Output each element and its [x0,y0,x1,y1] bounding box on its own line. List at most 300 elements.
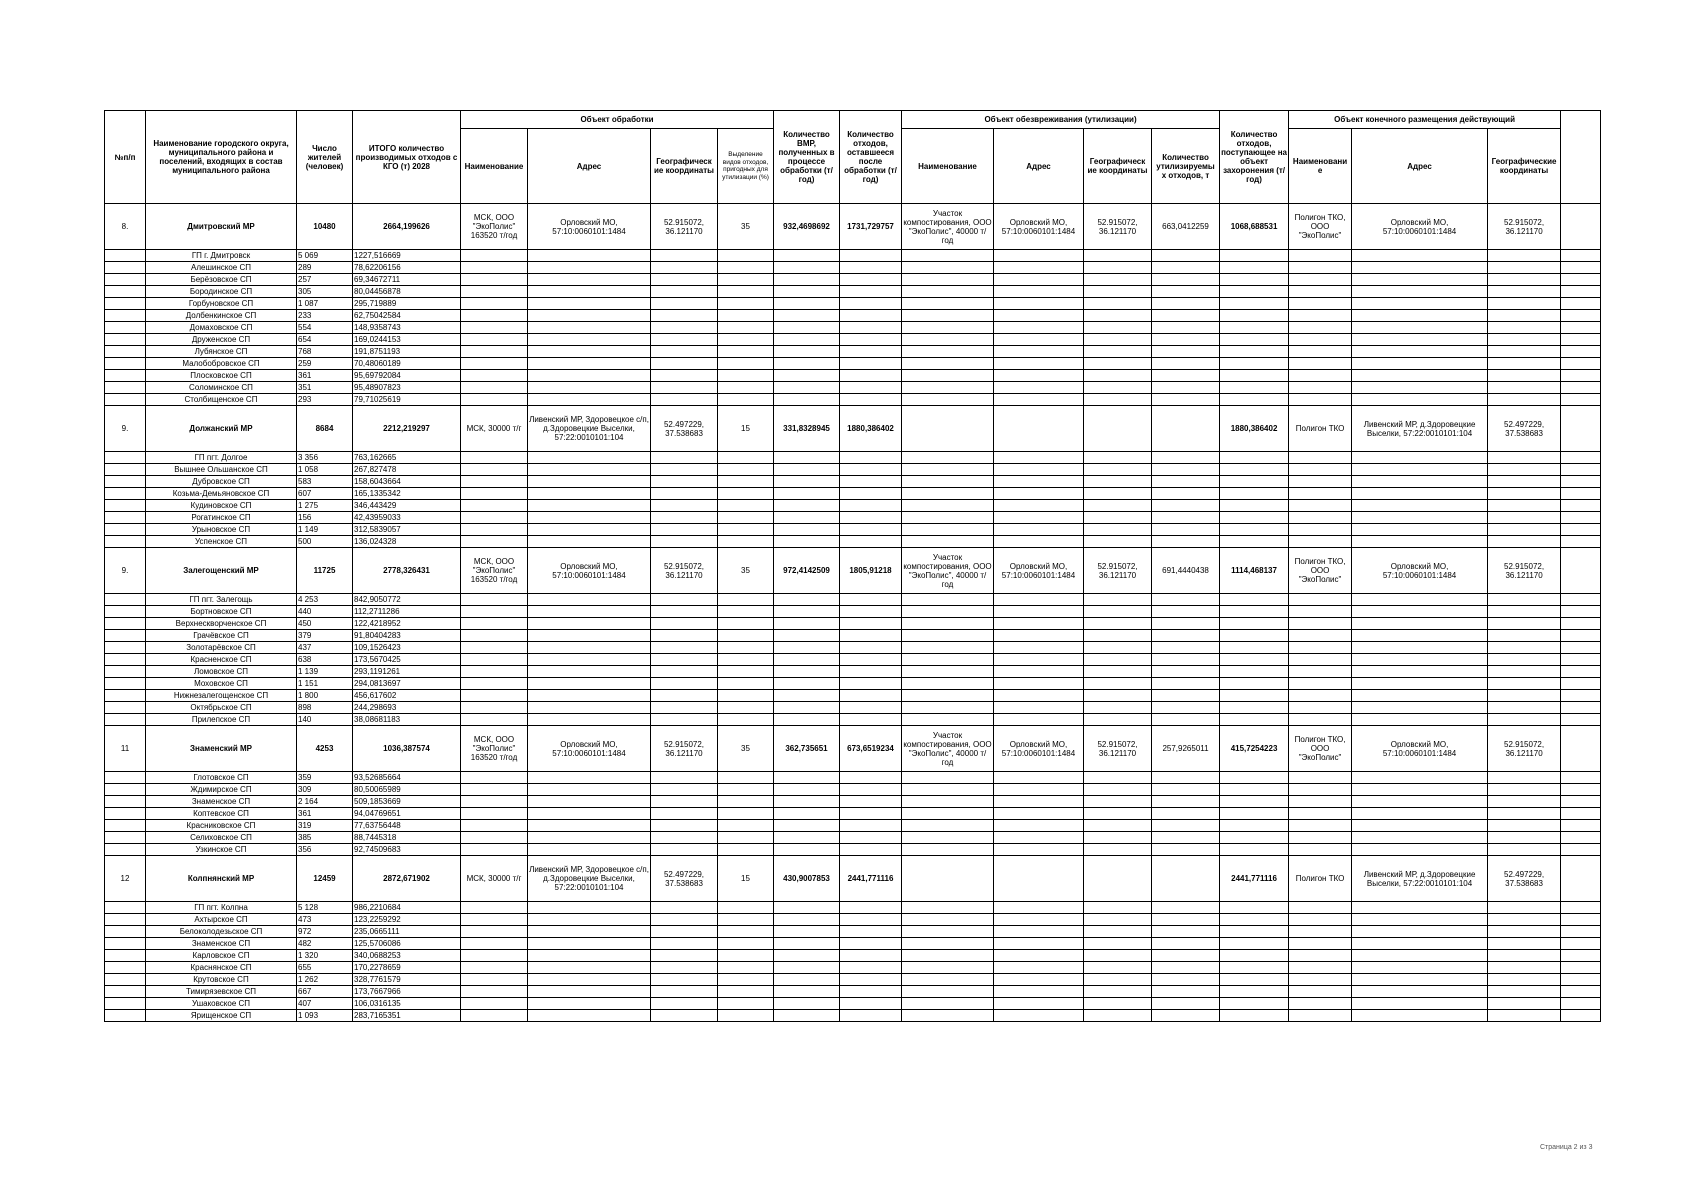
final-group-header: Объект конечного размещения действующий [1289,111,1561,129]
empty-cell [1152,464,1220,476]
district-name-cell: Знаменский МР [146,726,297,772]
col-u-qty-header: Количество утилизируемы х отходов, т [1152,129,1220,204]
district-t-name-cell: МСК, ООО "ЭкоПолис" 163520 т/год [461,726,528,772]
empty-cell [1561,820,1601,832]
empty-cell [1488,262,1561,274]
empty-cell [718,974,774,986]
empty-cell [1488,286,1561,298]
empty-cell [1084,358,1152,370]
district-f-addr-cell: Орловский МО, 57:10:0060101:1484 [1352,548,1488,594]
empty-cell [105,914,146,926]
empty-cell [105,606,146,618]
empty-cell [1220,642,1289,654]
settlement-population-cell: 293 [297,394,353,406]
settlement-population-cell: 361 [297,808,353,820]
empty-cell [1561,464,1601,476]
empty-cell [994,702,1084,714]
empty-cell [902,394,994,406]
settlement-total-cell: 169,0244153 [353,334,461,346]
empty-cell [1561,334,1601,346]
empty-cell [461,536,528,548]
col-t-addr-header: Адрес [528,129,651,204]
empty-cell [840,714,902,726]
empty-cell [718,606,774,618]
empty-cell [105,500,146,512]
empty-cell [1352,832,1488,844]
empty-cell [1220,298,1289,310]
empty-cell [774,666,840,678]
empty-cell [1352,654,1488,666]
district-total-cell: 2664,199626 [353,204,461,250]
empty-cell [1220,464,1289,476]
empty-cell [1152,902,1220,914]
col-num-header: №п/п [105,111,146,204]
empty-cell [1352,784,1488,796]
settlement-population-cell: 654 [297,334,353,346]
empty-cell [902,808,994,820]
empty-cell [105,642,146,654]
settlement-total-cell: 173,7667966 [353,986,461,998]
empty-cell [1352,382,1488,394]
empty-cell [1152,630,1220,642]
empty-cell [1352,630,1488,642]
empty-cell [461,914,528,926]
settlement-row [105,938,1601,950]
empty-cell [718,618,774,630]
empty-cell [1289,832,1352,844]
empty-cell [994,796,1084,808]
district-t-addr-cell: Орловский МО, 57:10:0060101:1484 [528,548,651,594]
empty-cell [1561,772,1601,784]
empty-cell [1289,796,1352,808]
empty-cell [528,536,651,548]
empty-cell [718,274,774,286]
settlement-population-cell: 1 800 [297,690,353,702]
empty-cell [1488,274,1561,286]
empty-cell [1488,488,1561,500]
empty-cell [774,334,840,346]
empty-cell [1289,394,1352,406]
district-row [105,726,1601,772]
empty-cell [1220,370,1289,382]
empty-cell [1084,678,1152,690]
settlement-name-cell: Столбищенское СП [146,394,297,406]
settlement-row [105,262,1601,274]
empty-cell [461,962,528,974]
empty-cell [1561,938,1601,950]
empty-cell [1488,772,1561,784]
settlement-population-cell: 1 262 [297,974,353,986]
empty-cell [774,358,840,370]
empty-cell [1289,702,1352,714]
util-group-header: Объект обезвреживания (утилизации) [902,111,1220,129]
empty-cell [651,370,718,382]
settlement-population-cell: 289 [297,262,353,274]
empty-cell [528,844,651,856]
empty-cell [902,476,994,488]
empty-cell [1289,334,1352,346]
empty-cell [774,844,840,856]
empty-cell [774,926,840,938]
empty-cell [105,902,146,914]
settlement-row [105,476,1601,488]
settlement-row [105,902,1601,914]
extra-cell [1561,204,1601,250]
settlement-name-cell: Белоколодезьское СП [146,926,297,938]
settlement-population-cell: 450 [297,618,353,630]
empty-cell [1289,678,1352,690]
empty-cell [1220,796,1289,808]
settlement-total-cell: 92,74509683 [353,844,461,856]
empty-cell [1220,262,1289,274]
empty-cell [1152,914,1220,926]
empty-cell [461,926,528,938]
empty-cell [994,298,1084,310]
empty-cell [528,488,651,500]
empty-cell [1561,452,1601,464]
empty-cell [528,796,651,808]
empty-cell [1152,654,1220,666]
empty-cell [1220,476,1289,488]
empty-cell [840,844,902,856]
empty-cell [994,476,1084,488]
empty-cell [840,796,902,808]
district-u-name-cell: Участок компостирования, ООО "ЭкоПолис", 40000 т/год [902,548,994,594]
settlement-name-cell: Тимирязевское СП [146,986,297,998]
empty-cell [902,594,994,606]
empty-cell [1488,536,1561,548]
empty-cell [1289,274,1352,286]
empty-cell [651,298,718,310]
settlement-population-cell: 361 [297,370,353,382]
empty-cell [1289,666,1352,678]
empty-cell [840,666,902,678]
settlement-population-cell: 1 087 [297,298,353,310]
district-u-name-cell: Участок компостирования, ООО "ЭкоПолис", 40000 т/год [902,726,994,772]
empty-cell [651,488,718,500]
empty-cell [1152,678,1220,690]
empty-cell [1488,902,1561,914]
settlement-name-cell: Плосковское СП [146,370,297,382]
empty-cell [651,606,718,618]
extra-cell [1561,726,1601,772]
empty-cell [774,476,840,488]
empty-cell [1352,452,1488,464]
empty-cell [1561,784,1601,796]
empty-cell [1084,690,1152,702]
empty-cell [528,310,651,322]
settlement-population-cell: 768 [297,346,353,358]
empty-cell [840,998,902,1010]
empty-cell [651,832,718,844]
empty-cell [1152,938,1220,950]
empty-cell [461,986,528,998]
empty-cell [105,512,146,524]
empty-cell [1084,666,1152,678]
empty-cell [1084,382,1152,394]
empty-cell [1084,274,1152,286]
empty-cell [1220,950,1289,962]
col-u-addr-header: Адрес [994,129,1084,204]
settlement-row [105,820,1601,832]
empty-cell [651,902,718,914]
settlement-row [105,654,1601,666]
empty-cell [1220,334,1289,346]
empty-cell [1084,654,1152,666]
empty-cell [1289,488,1352,500]
empty-cell [774,642,840,654]
empty-cell [718,630,774,642]
empty-cell [902,772,994,784]
empty-cell [1152,500,1220,512]
settlement-total-cell: 93,52685664 [353,772,461,784]
empty-cell [774,488,840,500]
empty-cell [651,974,718,986]
empty-cell [528,500,651,512]
settlement-name-cell: Красненское СП [146,654,297,666]
empty-cell [105,250,146,262]
empty-cell [902,382,994,394]
empty-cell [1289,606,1352,618]
empty-cell [718,476,774,488]
empty-cell [651,714,718,726]
empty-cell [840,808,902,820]
settlement-total-cell: 38,08681183 [353,714,461,726]
empty-cell [528,642,651,654]
empty-cell [1220,286,1289,298]
empty-cell [774,914,840,926]
empty-cell [105,382,146,394]
empty-cell [718,950,774,962]
empty-cell [1352,310,1488,322]
empty-cell [774,950,840,962]
empty-cell [1289,902,1352,914]
empty-cell [1152,382,1220,394]
empty-cell [902,536,994,548]
district-vmr-cell: 972,4142509 [774,548,840,594]
empty-cell [1488,702,1561,714]
district-f-addr-cell: Орловский МО, 57:10:0060101:1484 [1352,726,1488,772]
empty-cell [105,986,146,998]
empty-cell [1220,998,1289,1010]
empty-cell [718,820,774,832]
district-burial-cell: 415,7254223 [1220,726,1289,772]
empty-cell [1488,950,1561,962]
empty-cell [774,962,840,974]
empty-cell [774,310,840,322]
district-u-name-cell [902,406,994,452]
settlement-name-cell: Краснянское СП [146,962,297,974]
empty-cell [461,642,528,654]
empty-cell [1488,322,1561,334]
empty-cell [718,322,774,334]
district-f-name-cell: Полигон ТКО [1289,856,1352,902]
empty-cell [718,370,774,382]
empty-cell [1352,678,1488,690]
empty-cell [774,382,840,394]
settlement-row [105,926,1601,938]
settlement-row [105,772,1601,784]
settlement-population-cell: 407 [297,998,353,1010]
empty-cell [1561,262,1601,274]
empty-cell [1352,370,1488,382]
settlement-population-cell: 305 [297,286,353,298]
empty-cell [902,250,994,262]
empty-cell [105,630,146,642]
empty-cell [994,346,1084,358]
empty-cell [105,286,146,298]
empty-cell [840,606,902,618]
empty-cell [774,606,840,618]
empty-cell [774,512,840,524]
empty-cell [1289,476,1352,488]
empty-cell [1220,1010,1289,1022]
empty-cell [528,950,651,962]
empty-cell [1488,370,1561,382]
extra-cell [1561,406,1601,452]
empty-cell [902,500,994,512]
empty-cell [1488,974,1561,986]
empty-cell [1352,714,1488,726]
empty-cell [840,654,902,666]
settlement-total-cell: 158,6043664 [353,476,461,488]
district-u-addr-cell: Орловский МО, 57:10:0060101:1484 [994,204,1084,250]
empty-cell [1152,844,1220,856]
district-u-qty-cell: 691,4440438 [1152,548,1220,594]
empty-cell [651,784,718,796]
empty-cell [774,250,840,262]
settlement-population-cell: 482 [297,938,353,950]
col-f-name-header: Наименовани е [1289,129,1352,204]
empty-cell [902,298,994,310]
empty-cell [840,678,902,690]
empty-cell [1084,914,1152,926]
empty-cell [105,678,146,690]
empty-cell [1084,986,1152,998]
empty-cell [528,666,651,678]
settlement-population-cell: 5 069 [297,250,353,262]
empty-cell [994,536,1084,548]
district-u-addr-cell [994,406,1084,452]
settlement-name-cell: Глотовское СП [146,772,297,784]
empty-cell [105,950,146,962]
settlement-row [105,606,1601,618]
settlement-total-cell: 95,69792084 [353,370,461,382]
empty-cell [461,678,528,690]
empty-cell [774,394,840,406]
empty-cell [1561,606,1601,618]
empty-cell [1352,986,1488,998]
empty-cell [1488,452,1561,464]
empty-cell [1561,902,1601,914]
settlement-total-cell: 170,2278659 [353,962,461,974]
empty-cell [1352,1010,1488,1022]
empty-cell [1352,536,1488,548]
empty-cell [1488,808,1561,820]
empty-cell [461,274,528,286]
empty-cell [1561,690,1601,702]
district-f-geo-cell: 52.915072, 36.121170 [1488,726,1561,772]
empty-cell [994,950,1084,962]
empty-cell [1352,974,1488,986]
empty-cell [1152,334,1220,346]
district-num-cell: 9. [105,406,146,452]
district-population-cell: 8684 [297,406,353,452]
settlement-row [105,962,1601,974]
empty-cell [1289,1010,1352,1022]
empty-cell [1220,772,1289,784]
settlement-population-cell: 356 [297,844,353,856]
settlement-row [105,808,1601,820]
empty-cell [840,274,902,286]
empty-cell [774,690,840,702]
empty-cell [774,938,840,950]
settlement-total-cell: 235,0665111 [353,926,461,938]
empty-cell [1561,654,1601,666]
empty-cell [902,998,994,1010]
empty-cell [840,310,902,322]
settlement-row [105,832,1601,844]
settlement-row [105,796,1601,808]
empty-cell [840,452,902,464]
empty-cell [902,926,994,938]
empty-cell [718,452,774,464]
settlement-name-cell: Ахтырское СП [146,914,297,926]
empty-cell [1084,298,1152,310]
empty-cell [902,512,994,524]
empty-cell [1488,298,1561,310]
empty-cell [994,654,1084,666]
settlement-total-cell: 986,2210684 [353,902,461,914]
empty-cell [1084,346,1152,358]
empty-cell [1289,298,1352,310]
empty-cell [1152,322,1220,334]
empty-cell [718,702,774,714]
empty-cell [902,796,994,808]
empty-cell [461,452,528,464]
empty-cell [994,772,1084,784]
empty-cell [902,832,994,844]
empty-cell [461,784,528,796]
district-vmr-cell: 430,9007853 [774,856,840,902]
empty-cell [1084,488,1152,500]
empty-cell [718,500,774,512]
empty-cell [1352,820,1488,832]
empty-cell [651,322,718,334]
empty-cell [1289,784,1352,796]
empty-cell [994,998,1084,1010]
empty-cell [1152,926,1220,938]
empty-cell [105,702,146,714]
empty-cell [1220,678,1289,690]
empty-cell [1220,938,1289,950]
empty-cell [1488,986,1561,998]
empty-cell [528,926,651,938]
empty-cell [1352,926,1488,938]
empty-cell [461,1010,528,1022]
empty-cell [718,1010,774,1022]
empty-cell [461,618,528,630]
empty-cell [1488,310,1561,322]
empty-cell [718,654,774,666]
settlement-row [105,642,1601,654]
settlement-name-cell: Селиховское СП [146,832,297,844]
empty-cell [461,832,528,844]
settlement-row [105,452,1601,464]
district-u-qty-cell [1152,856,1220,902]
empty-cell [1084,938,1152,950]
district-u-qty-cell: 257,9265011 [1152,726,1220,772]
